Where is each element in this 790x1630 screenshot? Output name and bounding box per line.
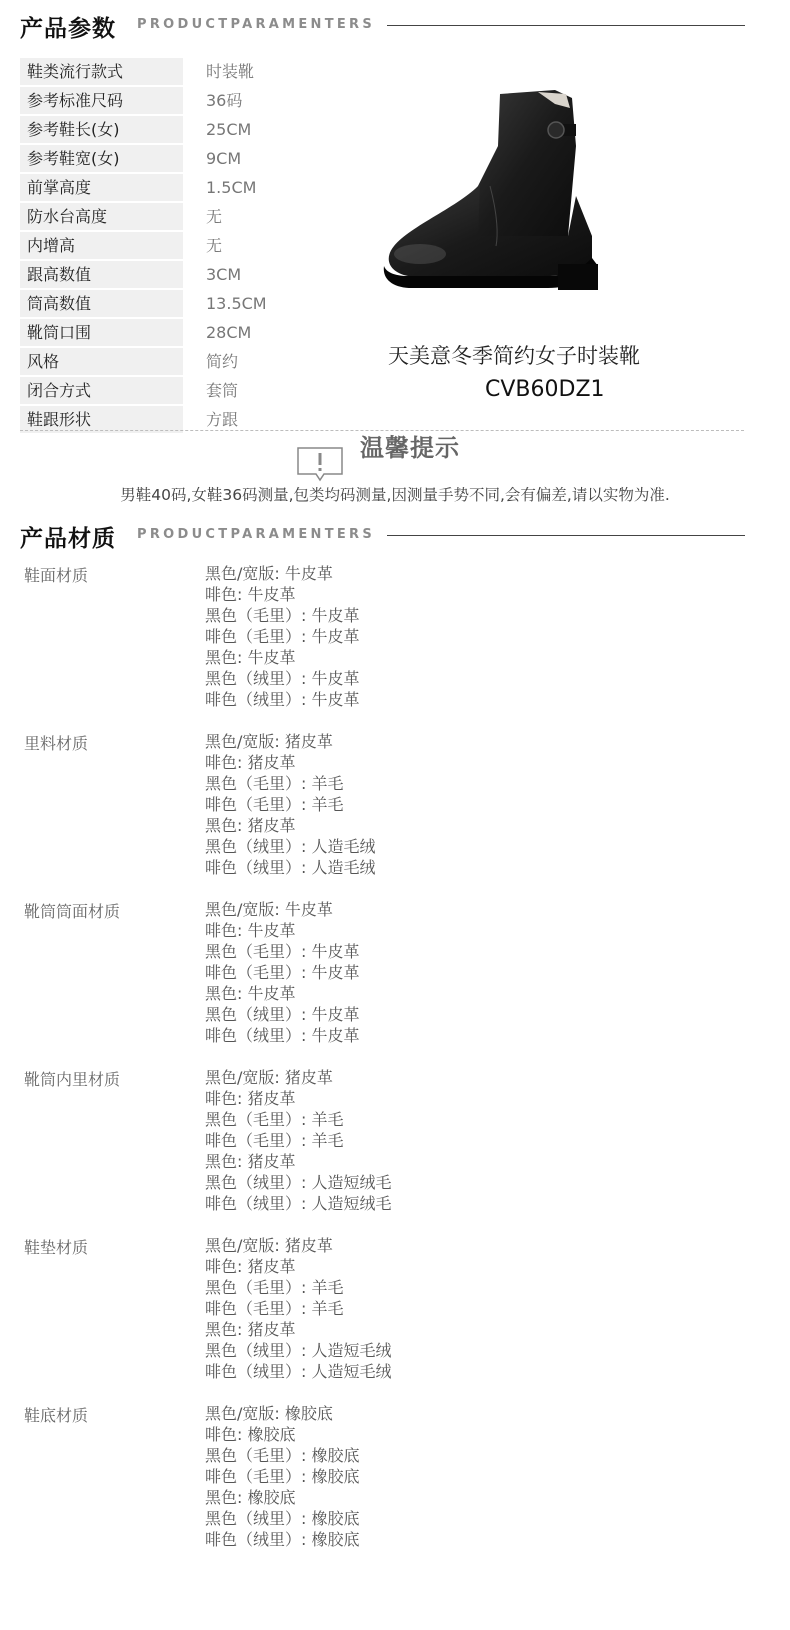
tip-title: 温馨提示 <box>360 434 460 462</box>
material-value: 黑色/宽版: 猪皮革 <box>205 1236 333 1255</box>
material-group <box>0 1235 790 1403</box>
param-label: 鞋类流行款式 <box>20 58 183 85</box>
material-label: 鞋底材质 <box>24 1406 89 1425</box>
material-group <box>0 1067 790 1235</box>
product-name: 天美意冬季简约女子时装靴 <box>388 344 640 368</box>
material-values <box>205 1067 391 1214</box>
material-value: 黑色（毛里）: 牛皮革 <box>205 942 360 961</box>
material-value: 啡色（毛里）: 橡胶底 <box>205 1467 360 1486</box>
material-value: 黑色（毛里）: 橡胶底 <box>205 1446 360 1465</box>
param-value: 套筒 <box>206 381 239 400</box>
param-value: 36码 <box>206 91 243 110</box>
param-value: 1.5CM <box>206 178 257 197</box>
material-label: 靴筒内里材质 <box>24 1070 121 1089</box>
material-values <box>205 1403 359 1550</box>
param-label: 防水台高度 <box>20 203 183 230</box>
param-label: 参考鞋宽(女) <box>20 145 183 172</box>
section-title: 产品参数 <box>20 16 116 42</box>
material-group <box>0 563 790 731</box>
material-group <box>0 1403 790 1571</box>
param-value: 3CM <box>206 265 242 284</box>
section-header-parameters <box>20 8 745 42</box>
param-label: 闭合方式 <box>20 377 183 404</box>
material-value: 黑色: 猪皮革 <box>205 1152 296 1171</box>
material-value: 啡色（毛里）: 牛皮革 <box>205 627 360 646</box>
material-value: 黑色（绒里）: 人造毛绒 <box>205 837 376 856</box>
material-value: 啡色（绒里）: 牛皮革 <box>205 690 360 709</box>
param-value: 简约 <box>206 352 239 371</box>
material-value: 黑色（毛里）: 羊毛 <box>205 1278 344 1297</box>
param-label: 靴筒口围 <box>20 319 183 346</box>
param-label: 前掌高度 <box>20 174 183 201</box>
material-value: 啡色（绒里）: 橡胶底 <box>205 1530 360 1549</box>
material-value: 黑色/宽版: 橡胶底 <box>205 1404 333 1423</box>
materials-list <box>0 563 790 1571</box>
product-boot-image <box>380 86 605 296</box>
material-value: 黑色: 橡胶底 <box>205 1488 296 1507</box>
material-value: 黑色: 牛皮革 <box>205 984 296 1003</box>
tip-text: 男鞋40码,女鞋36码测量,包类均码测量,因测量手势不同,会有偏差,请以实物为准. <box>120 486 670 504</box>
material-value: 黑色: 猪皮革 <box>205 1320 296 1339</box>
param-label: 跟高数值 <box>20 261 183 288</box>
material-group <box>0 899 790 1067</box>
material-values <box>205 1235 391 1382</box>
section-subtitle: PRODUCTPARAMENTERS <box>137 17 376 32</box>
param-label: 鞋跟形状 <box>20 406 183 433</box>
material-value: 啡色（绒里）: 人造短毛绒 <box>205 1362 392 1381</box>
material-value: 啡色: 牛皮革 <box>205 585 296 604</box>
param-value: 13.5CM <box>206 294 267 313</box>
material-value: 黑色: 猪皮革 <box>205 816 296 835</box>
material-value: 啡色: 猪皮革 <box>205 753 296 772</box>
param-label: 风格 <box>20 348 183 375</box>
material-values <box>205 563 359 710</box>
header-divider <box>387 25 745 26</box>
material-values <box>205 731 375 878</box>
material-value: 黑色: 牛皮革 <box>205 648 296 667</box>
material-value: 啡色（绒里）: 人造短绒毛 <box>205 1194 392 1213</box>
material-value: 啡色（毛里）: 羊毛 <box>205 795 344 814</box>
material-value: 啡色: 猪皮革 <box>205 1089 296 1108</box>
section-title: 产品材质 <box>20 526 116 552</box>
param-value: 无 <box>206 207 223 226</box>
material-values <box>205 899 359 1046</box>
param-label: 参考鞋长(女) <box>20 116 183 143</box>
material-value: 黑色/宽版: 猪皮革 <box>205 732 333 751</box>
material-value: 啡色: 牛皮革 <box>205 921 296 940</box>
material-label: 靴筒筒面材质 <box>24 902 121 921</box>
section-subtitle: PRODUCTPARAMENTERS <box>137 527 376 542</box>
param-value: 方跟 <box>206 410 239 429</box>
material-value: 黑色（绒里）: 人造短毛绒 <box>205 1341 392 1360</box>
material-value: 黑色（毛里）: 牛皮革 <box>205 606 360 625</box>
material-value: 啡色（毛里）: 羊毛 <box>205 1131 344 1150</box>
material-value: 啡色（毛里）: 牛皮革 <box>205 963 360 982</box>
material-label: 里料材质 <box>24 734 89 753</box>
exclamation-bubble-icon <box>297 444 343 482</box>
param-value: 无 <box>206 236 223 255</box>
material-value: 黑色（绒里）: 橡胶底 <box>205 1509 360 1528</box>
param-label: 筒高数值 <box>20 290 183 317</box>
material-value: 啡色（绒里）: 牛皮革 <box>205 1026 360 1045</box>
material-value: 黑色（绒里）: 牛皮革 <box>205 1005 360 1024</box>
material-value: 啡色: 橡胶底 <box>205 1425 296 1444</box>
material-value: 啡色: 猪皮革 <box>205 1257 296 1276</box>
material-label: 鞋垫材质 <box>24 1238 89 1257</box>
material-value: 黑色/宽版: 猪皮革 <box>205 1068 333 1087</box>
material-value: 黑色/宽版: 牛皮革 <box>205 564 333 583</box>
material-label: 鞋面材质 <box>24 566 89 585</box>
header-divider <box>387 535 745 536</box>
material-value: 黑色（绒里）: 人造短绒毛 <box>205 1173 392 1192</box>
material-value: 黑色（绒里）: 牛皮革 <box>205 669 360 688</box>
param-value: 时装靴 <box>206 62 255 81</box>
section-header-materials <box>20 518 745 552</box>
param-value: 28CM <box>206 323 252 342</box>
material-value: 黑色/宽版: 牛皮革 <box>205 900 333 919</box>
param-label: 参考标准尺码 <box>20 87 183 114</box>
material-value: 黑色（毛里）: 羊毛 <box>205 1110 344 1129</box>
param-value: 9CM <box>206 149 242 168</box>
material-group <box>0 731 790 899</box>
material-value: 黑色（毛里）: 羊毛 <box>205 774 344 793</box>
param-label: 内增高 <box>20 232 183 259</box>
product-code: CVB60DZ1 <box>485 377 605 402</box>
param-value: 25CM <box>206 120 252 139</box>
material-value: 啡色（绒里）: 人造毛绒 <box>205 858 376 877</box>
material-value: 啡色（毛里）: 羊毛 <box>205 1299 344 1318</box>
